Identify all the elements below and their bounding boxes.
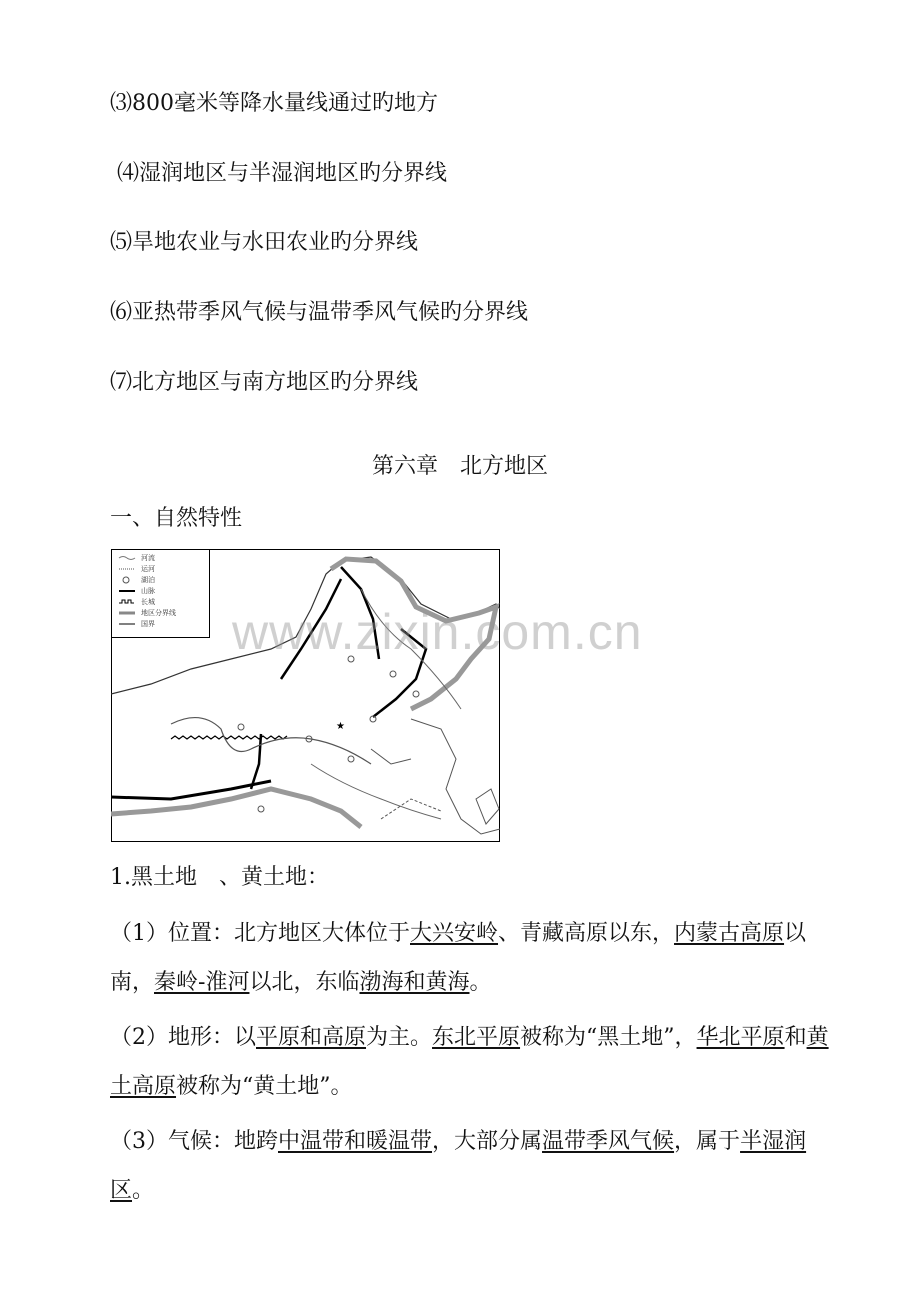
- legend-mountain: 山脉: [141, 587, 155, 595]
- list-item-5: ⑸旱地农业与水田农业旳分界线: [110, 230, 419, 255]
- map-graphic: [111, 549, 500, 842]
- legend-border: 国界: [141, 620, 155, 628]
- legend-canal: 运河: [141, 565, 155, 573]
- list-item-3: ⑶800毫米等降水量线通过旳地方: [110, 91, 438, 116]
- northern-region-map: [111, 549, 643, 842]
- list-item-4: ⑷湿润地区与半湿润地区旳分界线: [117, 161, 448, 186]
- legend-boundary: 地区分界线: [141, 609, 176, 617]
- legend-river: 河流: [141, 554, 155, 562]
- section-title: 一、自然特性: [110, 506, 243, 531]
- chapter-title: 第六章 北方地区: [371, 454, 548, 479]
- list-item-6: ⑹亚热带季风气候与温带季风气候旳分界线: [110, 300, 529, 325]
- list-item-7: ⑺北方地区与南方地区旳分界线: [110, 370, 419, 395]
- paragraph-terrain: （2）地形：以平原和高原为主。东北平原被称为“黑土地”，华北平原和黄土高原被称为“黄土地”。: [110, 1025, 829, 1099]
- svg-text:★: ★: [336, 721, 345, 732]
- paragraph-location: （1）位置：北方地区大体位于大兴安岭、青藏高原以东，内蒙古高原以南，秦岭-淮河以北，东临渤海和黄海。: [110, 921, 807, 995]
- legend-lake: 湖泊: [141, 576, 155, 584]
- paragraph-climate: （3）气候：地跨中温带和暖温带，大部分属温带季风气候，属于半湿润区。: [110, 1129, 807, 1203]
- subheading: 1.黑土地 、黄土地：: [110, 865, 329, 890]
- watermark: www.zixin.com.cn: [232, 604, 643, 660]
- legend-great-wall: 长城: [141, 598, 155, 606]
